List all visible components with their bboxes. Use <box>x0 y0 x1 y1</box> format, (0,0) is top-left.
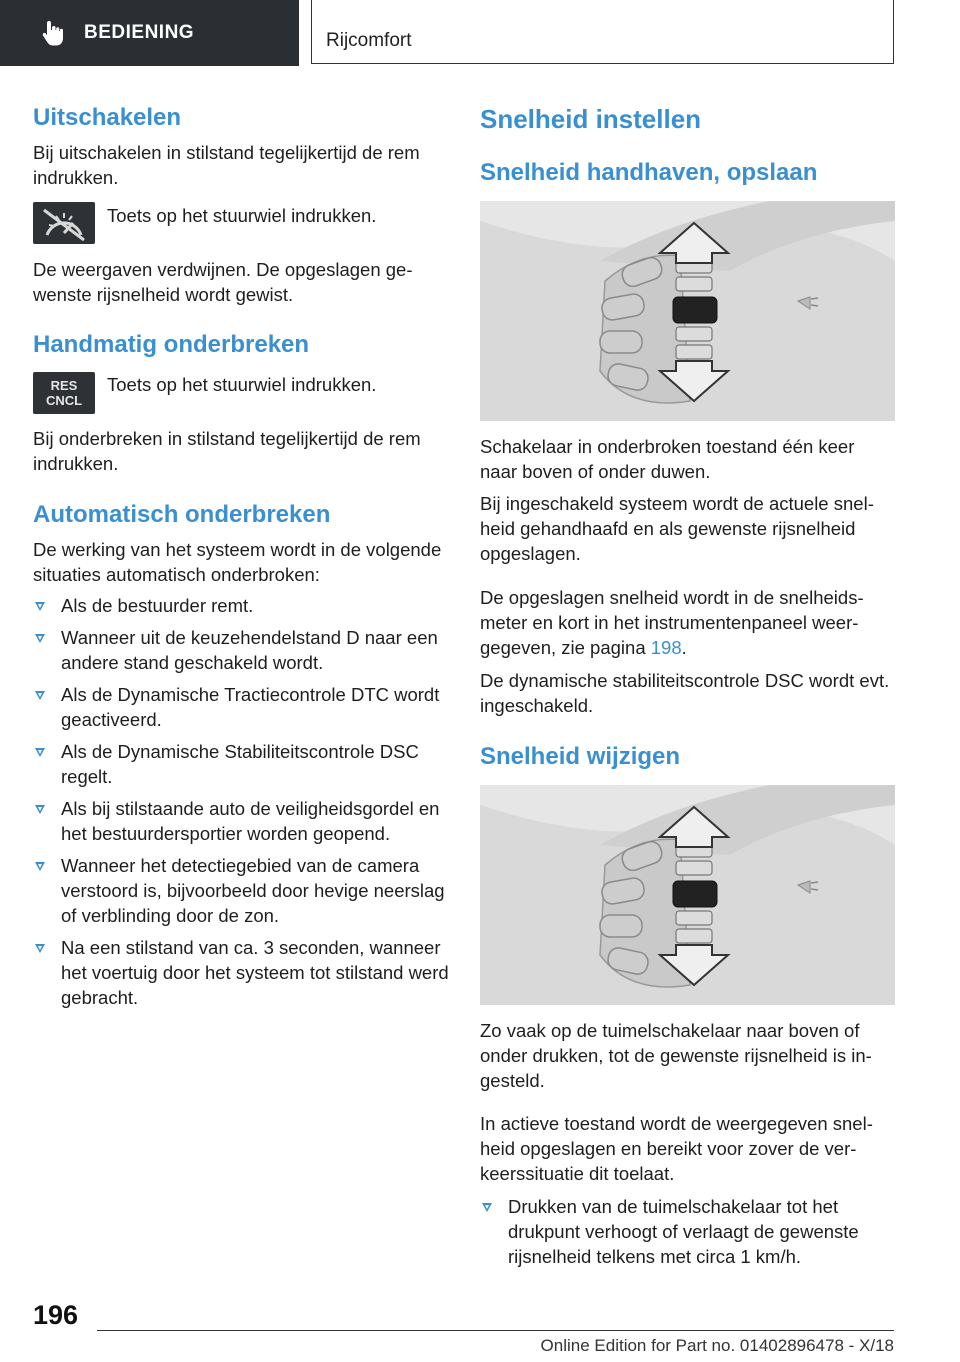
heading-uitschakelen: Uitschakelen <box>33 104 182 131</box>
uitschakelen-intro: Bij uitschakelen in stilstand tegelijkertijd de rem indrukken. <box>33 142 420 188</box>
handmatig-after: Bij onderbreken in stilstand tegelijkertijd de rem indrukken. <box>33 428 421 474</box>
list-item: Als de Dynamische Stabiliteitscontrole DSC regelt. <box>33 739 449 789</box>
automatisch-list <box>33 593 449 1017</box>
uitschakelen-button-text: Toets op het stuurwiel indrukken. <box>107 205 377 226</box>
steering-wheel-illustration-2 <box>480 785 895 1005</box>
list-item: Na een stilstand van ca. 3 seconden, wanneer het voertuig door het systeem tot stilstand werd gebracht. <box>33 935 449 1010</box>
bullet-triangle-icon <box>35 805 45 814</box>
list-item: Wanneer het detectiegebied van de camera verstoord is, bijvoorbeeld door hevige neerslag of verblinding door de zon. <box>33 853 449 928</box>
edition-text: Online Edition for Part no. 01402896478 - X/18 <box>540 1336 894 1355</box>
list-item: Als de Dynamische Tractiecontrole DTC wordt geactiveerd. <box>33 682 449 732</box>
page-link[interactable]: 198 <box>650 637 682 658</box>
bullet-triangle-icon <box>35 691 45 700</box>
list-item: Wanneer uit de keuzehendelstand D naar een andere stand geschakeld wordt. <box>33 625 449 675</box>
cncl-label: CNCL <box>45 393 83 408</box>
section-tab <box>0 0 299 66</box>
handmatig-button-text: Toets op het stuurwiel indrukken. <box>107 374 377 395</box>
list-item: Drukken van de tuimelschakelaar tot het drukpunt verhoogt of verlaagt de gewenste rijsnelheid telkens met circa 1 km/h. <box>480 1194 896 1269</box>
heading-snelheid-instellen: Snelheid instellen <box>480 104 702 134</box>
wijzigen-p1: Zo vaak op de tuimelschakelaar naar boven of onder drukken, tot de gewenste rijsnelheid is ingesteld. <box>480 1020 872 1091</box>
heading-handhaven: Snelheid handhaven, opslaan <box>480 159 818 186</box>
chapter-title: Rijcomfort <box>326 30 412 51</box>
uitschakelen-after: De weergaven verdwijnen. De opgeslagen gewenste rijsnelheid wordt gewist. <box>33 259 413 305</box>
cruise-off-icon <box>33 202 95 244</box>
wijzigen-list <box>480 1194 896 1276</box>
page-number: 196 <box>33 1300 79 1330</box>
handhaven-p2: Bij ingeschakeld systeem wordt de actuele snelheid gehandhaafd en als gewenste rijsnelheid opgeslagen. <box>480 493 874 564</box>
wijzigen-p2: In actieve toestand wordt de weergegeven snelheid opgeslagen en bereikt voor zover de verkeerssituatie dit toelaat. <box>480 1113 873 1184</box>
bullet-triangle-icon <box>35 944 45 953</box>
res-cncl-icon <box>33 372 95 414</box>
hand-pointer-icon <box>40 19 66 47</box>
footer-divider <box>97 1330 894 1331</box>
bullet-triangle-icon <box>482 1203 492 1212</box>
automatisch-intro: De werking van het systeem wordt in de volgende situaties automatisch onderbroken: <box>33 539 442 585</box>
bullet-triangle-icon <box>35 602 45 611</box>
chapter-header <box>311 0 894 64</box>
bullet-triangle-icon <box>35 748 45 757</box>
handhaven-p1: Schakelaar in onderbroken toestand één keer naar boven of onder duwen. <box>480 436 855 482</box>
list-item: Als de bestuurder remt. <box>33 593 449 618</box>
heading-automatisch: Automatisch onderbreken <box>33 501 331 528</box>
bullet-triangle-icon <box>35 862 45 871</box>
handhaven-p4: De dynamische stabiliteitscontrole DSC wordt evt. ingeschakeld. <box>480 670 890 716</box>
heading-handmatig: Handmatig onderbreken <box>33 331 310 358</box>
bullet-triangle-icon <box>35 634 45 643</box>
section-label: BEDIENING <box>84 22 195 43</box>
heading-wijzigen: Snelheid wijzigen <box>480 743 681 770</box>
res-label: RES <box>50 378 78 393</box>
handhaven-p3: De opgeslagen snelheid wordt in de snelheidsmeter en kort in het instrumentenpaneel weergegeven, zie pagina 198. <box>480 587 864 658</box>
steering-wheel-illustration <box>480 201 895 421</box>
list-item: Als bij stilstaande auto de veiligheidsgordel en het bestuurdersportier worden geopend. <box>33 796 449 846</box>
